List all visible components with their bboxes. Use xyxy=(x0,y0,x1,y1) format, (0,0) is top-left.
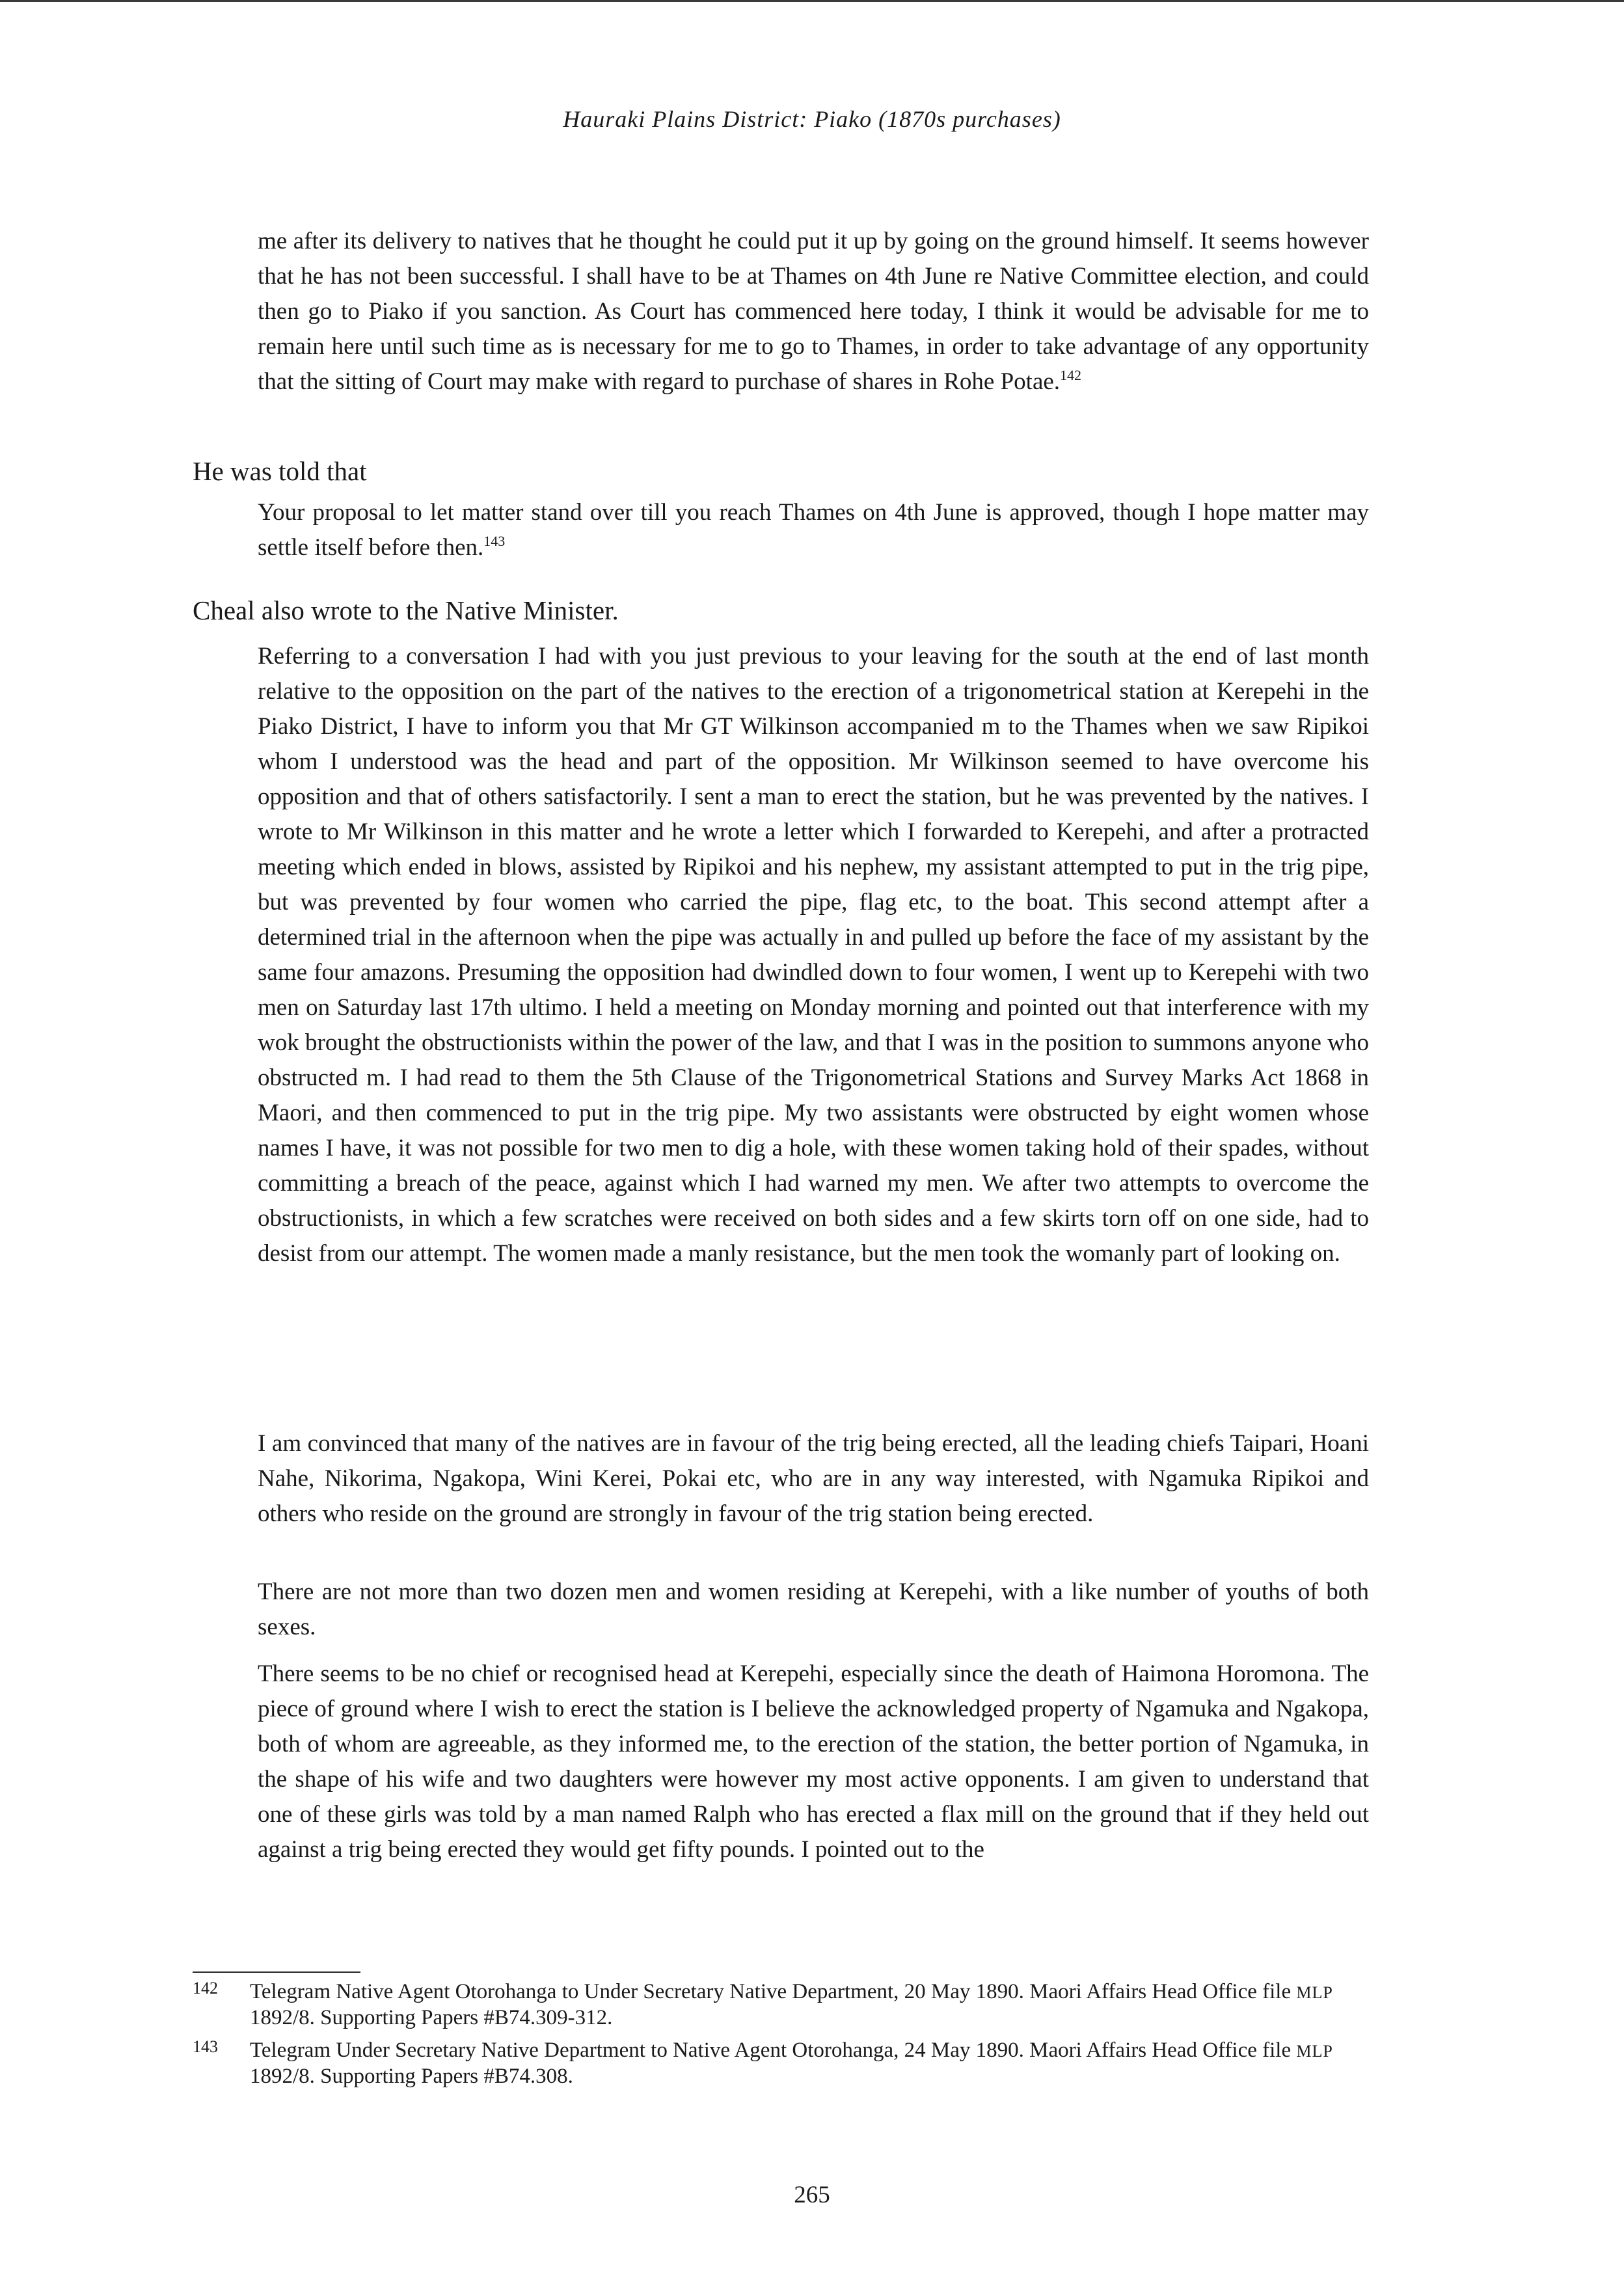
footnote-143 xyxy=(193,2038,1370,2089)
footnote-file-code: MLP xyxy=(1296,2042,1333,2061)
footnote-separator xyxy=(193,1971,360,1973)
footnote-text-part: Telegram Native Agent Otorohanga to Under Secretary Native Department, 20 May 1890. Maori Affairs Head Office file xyxy=(250,1980,1297,2003)
block-quote-1 xyxy=(258,224,1369,400)
block-quote-5: There are not more than two dozen men and women residing at Kerepehi, with a like number of youths of both sexes. xyxy=(258,1578,1369,1640)
footnote-text-part: 1892/8. Supporting Papers #B74.309-312. xyxy=(250,2006,613,2029)
block-quote-4: I am convinced that many of the natives are in favour of the trig being erected, all the leading chiefs Taipari, Hoani Nahe, Nikorima, Ngakopa, Wini Kerei, Pokai etc, who are in any way interested, with Ngamuka Ripikoi and others who reside on the ground are strongly in favour of the trig station being erected. xyxy=(258,1430,1369,1527)
footnote-ref-143: 143 xyxy=(483,533,506,549)
narrative-line-2: Cheal also wrote to the Native Minister. xyxy=(193,595,619,625)
page-number: 265 xyxy=(794,2182,830,2208)
footnote-text-part: Telegram Under Secretary Native Department to Native Agent Otorohanga, 24 May 1890. Maori Affairs Head Office file xyxy=(250,2039,1297,2062)
footnote-number: 143 xyxy=(193,2037,218,2056)
footnote-142 xyxy=(193,1979,1370,2031)
footnote-file-code: MLP xyxy=(1296,1983,1333,2002)
narrative-line-1: He was told that xyxy=(193,456,367,486)
block-quote-1-text: me after its delivery to natives that he thought he could put it up by going on the ground himself. It seems however that he has not been successful. I shall have to be at Thames on 4th June re Native Committee election, and could then go to Piako if you sanction. As Court has commenced here today, I think it would be advisable for me to remain here until such time as is necessary for me to go to Thames, in order to take advantage of any opportunity that the sitting of Court may make with regard to purchase of shares in Rohe Potae. xyxy=(258,228,1369,395)
footnote-text xyxy=(250,2038,1370,2089)
running-header: Hauraki Plains District: Piako (1870s purchases) xyxy=(563,106,1061,132)
block-quote-6: There seems to be no chief or recognised head at Kerepehi, especially since the death of Haimona Horomona. The piece of ground where I wish to erect the station is I believe the acknowledged property of Ngamuka and Ngakopa, both of whom are agreeable, as they informed me, to the erection of the station, the better portion of Ngamuka, in the shape of his wife and two daughters were however my most active opponents. I am given to understand that one of these girls was told by a man named Ralph who has erected a flax mill on the ground that if they held out against a trig being erected they would get fifty pounds. I pointed out to the xyxy=(258,1660,1369,1863)
footnote-text xyxy=(250,1979,1370,2031)
scan-top-edge xyxy=(0,0,1624,2)
block-quote-2 xyxy=(258,495,1369,565)
block-quote-3: Referring to a conversation I had with you just previous to your leaving for the south at the end of last month relative to the opposition on the part of the natives to the erection of a trigonometrical station at Kerepehi in the Piako District, I have to inform you that Mr GT Wilkinson accompanied m to the Thames when we saw Ripikoi whom I understood was the head and part of the opposition. Mr Wilkinson seemed to have overcome his opposition and that of others satisfactorily. I sent a man to erect the station, but he was prevented by the natives. I wrote to Mr Wilkinson in this matter and he wrote a letter which I forwarded to Kerepehi, and after a protracted meeting which ended in blows, assisted by Ripikoi and his nephew, my assistant attempted to put in the trig pipe, but was prevented by four women who carried the pipe, flag etc, to the boat. This second attempt after a determined trial in the afternoon when the pipe was actually in and pulled up before the face of my assistant by the same four amazons. Presuming the opposition had dwindled down to four women, I went up to Kerepehi with two men on Saturday last 17th ultimo. I held a meeting on Monday morning and pointed out that interference with my wok brought the obstructionists within the power of the law, and that I was in the position to summons anyone who obstructed m. I had read to them the 5th Clause of the Trigonometrical Stations and Survey Marks Act 1868 in Maori, and then commenced to put in the trig pipe. My two assistants were obstructed by eight women whose names I have, it was not possible for two men to dig a hole, with these women taking hold of their spades, without committing a breach of the peace, against which I had warned my men. We after two attempts to overcome the obstructionists, in which a few scratches were received on both sides and a few skirts torn off on one side, had to desist from our attempt. The women made a manly resistance, but the men took the womanly part of looking on. xyxy=(258,643,1369,1267)
footnote-number: 142 xyxy=(193,1979,218,1998)
footnote-ref-142: 142 xyxy=(1060,367,1082,383)
block-quote-2-text: Your proposal to let matter stand over till you reach Thames on 4th June is approved, though I hope matter may settle itself before then. xyxy=(258,499,1369,561)
footnote-text-part: 1892/8. Supporting Papers #B74.308. xyxy=(250,2065,573,2088)
